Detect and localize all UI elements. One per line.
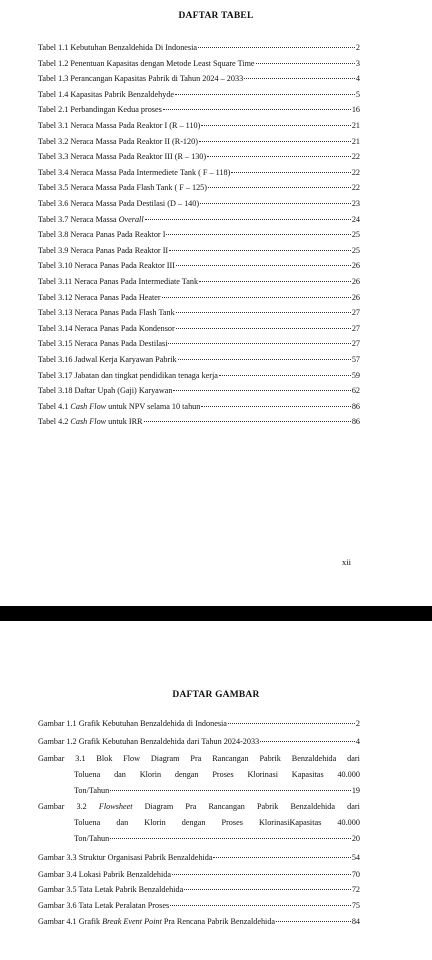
table-entry[interactable] — [38, 355, 360, 365]
table-entry-page: 27 — [351, 339, 360, 349]
leader-dots — [199, 281, 351, 282]
leader-dots — [219, 375, 351, 376]
page-number: xii — [342, 557, 351, 567]
table-entry-page: 59 — [351, 370, 360, 380]
table-entry-title: Tabel 3.2 Neraca Massa Pada Reaktor II (R-120) — [38, 136, 198, 146]
leader-dots — [110, 838, 351, 839]
figure-entry[interactable] — [38, 719, 360, 729]
word: 40.000 — [337, 770, 360, 779]
leader-dots — [169, 250, 351, 251]
figure-entry-page: 4 — [355, 737, 360, 746]
title-text: Gambar 4.1 Grafik — [38, 917, 103, 926]
table-entry-title: Tabel 3.16 Jadwal Kerja Karyawan Pabrik — [38, 355, 177, 364]
leader-dots — [175, 94, 355, 95]
leader-dots — [145, 219, 351, 220]
table-entry[interactable] — [38, 43, 360, 53]
figure-entry-page: 70 — [351, 870, 360, 879]
word: Pabrik — [256, 802, 279, 811]
word: Diagram — [150, 754, 180, 763]
figure-entry-line — [38, 786, 360, 796]
table-entry[interactable] — [38, 199, 360, 209]
table-entry-title — [38, 402, 200, 412]
word: dan — [116, 818, 129, 827]
figure-entry-title: Gambar 1.1 Grafik Kebutuhan Benzaldehida di Indonesia — [38, 719, 227, 728]
table-entry-page: 25 — [351, 245, 360, 255]
table-entry-title: Tabel 3.6 Neraca Massa Pada Destilasi (D – 140) — [38, 199, 200, 208]
leader-dots — [176, 312, 351, 313]
figure-entry-line — [38, 754, 360, 764]
table-entry-page: 3 — [355, 58, 360, 68]
table-entry[interactable] — [38, 339, 360, 349]
leader-dots — [244, 78, 355, 79]
figure-entry-title: Gambar 3.4 Lokasi Pabrik Benzaldehida — [38, 870, 172, 879]
leader-dots — [201, 406, 350, 407]
figure-entry-title: Gambar 1.2 Grafik Kebutuhan Benzaldehida dari Tahun 2024-2033 — [38, 737, 260, 746]
word: dari — [347, 754, 360, 763]
table-entry-page: 27 — [351, 323, 360, 333]
table-entry-title — [38, 215, 144, 225]
table-entry[interactable] — [38, 277, 360, 287]
table-entry-title: Tabel 3.4 Neraca Massa Pada Intermediete Tank ( F – 118) — [38, 167, 231, 177]
word: dan — [114, 770, 126, 779]
leader-dots — [162, 297, 351, 298]
leader-dots — [231, 172, 350, 173]
leader-dots — [207, 156, 351, 157]
figure-entry[interactable] — [38, 737, 360, 747]
figure-entry-title — [38, 917, 275, 927]
table-entry-page: 24 — [351, 214, 360, 224]
table-entry-title: Tabel 2.1 Perbandingan Kedua proses — [38, 105, 162, 115]
table-entry-page: 26 — [351, 292, 360, 302]
leader-dots — [208, 187, 351, 188]
table-entry-page: 22 — [351, 152, 360, 162]
word: Pra — [185, 802, 197, 811]
word: Gambar — [38, 754, 65, 763]
word: Gambar — [38, 802, 65, 811]
word: Toluena — [74, 818, 101, 827]
title-text: Tabel 3.7 Neraca Massa — [38, 214, 119, 224]
figure-entry-line — [38, 770, 360, 780]
figure-entry[interactable] — [38, 802, 360, 844]
figure-entry-line — [38, 802, 360, 812]
leader-dots — [178, 359, 351, 360]
table-entry-page: 25 — [351, 230, 360, 240]
title-text: Pra Rencana Pabrik Benzaldehida — [161, 917, 276, 926]
table-entry[interactable] — [38, 74, 360, 84]
table-entry[interactable] — [38, 386, 360, 396]
word: Benzaldehida — [291, 754, 337, 763]
table-entry-title: Tabel 3.17 Jabatan dan tingkat pendidikan tenaga kerja — [38, 370, 218, 380]
word: Rancangan — [208, 802, 245, 811]
tables-title: DAFTAR TABEL — [178, 11, 254, 21]
table-entry-title: Tabel 3.18 Daftar Upah (Gaji) Karyawan — [38, 386, 173, 396]
word: 3.2 — [76, 802, 87, 811]
table-entry-page: 5 — [355, 89, 360, 99]
leader-dots — [173, 390, 350, 391]
table-entry-title: Tabel 3.11 Neraca Panas Pada Intermediate Tank — [38, 277, 199, 286]
leader-dots — [184, 889, 351, 890]
title-text: Tabel 4.2 — [38, 417, 71, 427]
title-italic-text: Break Event Point — [102, 917, 162, 926]
title-italic-text: Cash Flow — [70, 417, 107, 427]
word: KlorinasiKapasitas — [259, 818, 322, 827]
table-entry-title: Tabel 3.1 Neraca Massa Pada Reaktor I (R – 110) — [38, 121, 201, 130]
word: dengan — [181, 818, 206, 827]
table-entry-title — [38, 417, 143, 427]
figure-entry-page: 84 — [351, 917, 360, 926]
table-entry[interactable] — [38, 105, 360, 115]
title-text: untuk IRR — [106, 417, 143, 427]
leader-dots — [276, 921, 351, 922]
word: Blok — [96, 754, 113, 763]
table-entry-title: Tabel 1.3 Perancangan Kapasitas Pabrik di Tahun 2024 – 2033 — [38, 74, 244, 84]
table-entry-page: 86 — [351, 401, 360, 411]
title-italic-text: Overall — [118, 214, 144, 224]
figure-entry-page: 72 — [351, 885, 360, 894]
table-entry-title: Tabel 3.13 Neraca Panas Pada Flash Tank — [38, 308, 175, 318]
leader-dots — [256, 63, 355, 64]
italic-word: Flowsheet — [98, 802, 133, 811]
table-entry-page: 22 — [351, 183, 360, 193]
table-entry-title: Tabel 3.12 Neraca Panas Pada Heater — [38, 292, 161, 302]
word: dari — [347, 802, 360, 811]
word: Pabrik — [259, 754, 281, 763]
figures-title: DAFTAR GAMBAR — [172, 690, 260, 700]
table-entry-page: 4 — [355, 74, 360, 84]
word: Diagram — [144, 802, 174, 811]
word: Proses — [221, 818, 243, 827]
table-entry[interactable] — [38, 137, 360, 147]
table-entry-title: Tabel 3.8 Neraca Panas Pada Reaktor I — [38, 230, 166, 240]
table-entry-page: 21 — [351, 121, 360, 130]
table-entry-page: 26 — [351, 277, 360, 286]
table-entry-page: 86 — [351, 417, 360, 427]
title-text: Tabel 4.1 — [38, 401, 71, 411]
table-entry[interactable] — [38, 293, 360, 303]
word: Pra — [190, 754, 202, 763]
word: Kapasitas — [291, 770, 324, 779]
table-entry[interactable] — [38, 168, 360, 178]
word: Klorin — [139, 770, 162, 779]
table-entry[interactable] — [38, 90, 360, 100]
figure-entry-page: 19 — [351, 786, 360, 795]
table-entry-page: 27 — [351, 308, 360, 318]
table-entry-page: 2 — [355, 43, 360, 52]
page-daftar-gambar — [0, 621, 432, 960]
figure-entry[interactable] — [38, 853, 360, 863]
table-entry[interactable] — [38, 183, 360, 193]
figure-entry-page: 75 — [351, 901, 360, 910]
table-entry[interactable] — [38, 59, 360, 69]
leader-dots — [200, 203, 351, 204]
figure-entry-title: Gambar 3.5 Tata Letak Pabrik Benzaldehida — [38, 885, 184, 894]
leader-dots — [201, 125, 350, 126]
leader-dots — [198, 47, 355, 48]
figure-entry-title: Ton/Tahun — [74, 786, 110, 795]
leader-dots — [176, 328, 351, 329]
figure-entry-page: 20 — [351, 834, 360, 843]
word: Toluena — [74, 770, 101, 779]
table-entry-page: 26 — [351, 261, 360, 271]
word: dengan — [174, 770, 199, 779]
table-entry-page: 22 — [351, 167, 360, 177]
word: Proses — [212, 770, 234, 779]
leader-dots — [110, 790, 351, 791]
leader-dots — [172, 874, 351, 875]
table-entry-title: Tabel 3.9 Neraca Panas Pada Reaktor II — [38, 245, 169, 255]
table-entry-title: Tabel 1.1 Kebutuhan Benzaldehida Di Indonesia — [38, 43, 198, 52]
figure-entry-line — [38, 834, 360, 844]
table-entry[interactable] — [38, 121, 360, 131]
table-entry-title: Tabel 3.14 Neraca Panas Pada Kondensor — [38, 323, 175, 333]
figure-entry[interactable] — [38, 870, 360, 880]
table-entry[interactable] — [38, 417, 360, 427]
table-entry-title: Tabel 3.10 Neraca Panas Pada Reaktor III — [38, 261, 175, 271]
title-text: untuk NPV selama 10 tahun — [106, 401, 201, 411]
word: Flow — [123, 754, 141, 763]
table-entry[interactable] — [38, 308, 360, 318]
table-entry-title: Tabel 3.5 Neraca Massa Pada Flash Tank ( F – 125) — [38, 183, 208, 193]
table-entry-title: Tabel 1.4 Kapasitas Pabrik Benzaldehyde — [38, 89, 175, 99]
table-entry-page: 23 — [351, 199, 360, 208]
leader-dots — [168, 343, 350, 344]
leader-dots — [260, 741, 355, 742]
table-entry-page: 62 — [351, 386, 360, 396]
figure-entry-title: Gambar 3.6 Tata Letak Peralatan Proses — [38, 901, 170, 910]
leader-dots — [166, 234, 350, 235]
word: Benzaldehida — [290, 802, 336, 811]
figure-entry-page: 2 — [355, 719, 360, 728]
title-italic-text: Cash Flow — [70, 401, 107, 411]
table-entry[interactable] — [38, 230, 360, 240]
table-entry[interactable] — [38, 152, 360, 162]
table-entry-page: 57 — [351, 355, 360, 364]
word: 40.000 — [337, 818, 360, 827]
table-entry[interactable] — [38, 246, 360, 256]
table-entry-title: Tabel 3.15 Neraca Panas Pada Destilasi — [38, 339, 168, 349]
table-entry-page: 16 — [351, 105, 360, 115]
table-entry-page: 21 — [351, 136, 360, 146]
leader-dots — [144, 421, 351, 422]
figure-entry[interactable] — [38, 917, 360, 927]
table-entry[interactable] — [38, 215, 360, 225]
leader-dots — [176, 265, 351, 266]
table-entry[interactable] — [38, 261, 360, 271]
leader-dots — [213, 857, 350, 858]
leader-dots — [170, 905, 351, 906]
word: Klorin — [144, 818, 166, 827]
figure-entry-page: 54 — [351, 853, 360, 862]
figure-entry-title: Ton/Tahun — [74, 834, 110, 843]
figure-entry[interactable] — [38, 754, 360, 796]
figure-entry[interactable] — [38, 901, 360, 911]
table-entry[interactable] — [38, 402, 360, 412]
table-entry-title: Tabel 3.3 Neraca Massa Pada Reaktor III (R – 130) — [38, 152, 207, 162]
figure-entry[interactable] — [38, 885, 360, 895]
word: Klorinasi — [247, 770, 278, 779]
word: Rancangan — [212, 754, 249, 763]
table-entry[interactable] — [38, 371, 360, 381]
table-entry[interactable] — [38, 324, 360, 334]
leader-dots — [228, 723, 355, 724]
leader-dots — [163, 109, 351, 110]
figure-entry-line — [38, 818, 360, 828]
table-entry-title: Tabel 1.2 Penentuan Kapasitas dengan Metode Least Square Time — [38, 58, 255, 68]
leader-dots — [199, 141, 351, 142]
figure-entry-title: Gambar 3.3 Struktur Organisasi Pabrik Benzaldehida — [38, 853, 213, 862]
word: 3.1 — [75, 754, 86, 763]
